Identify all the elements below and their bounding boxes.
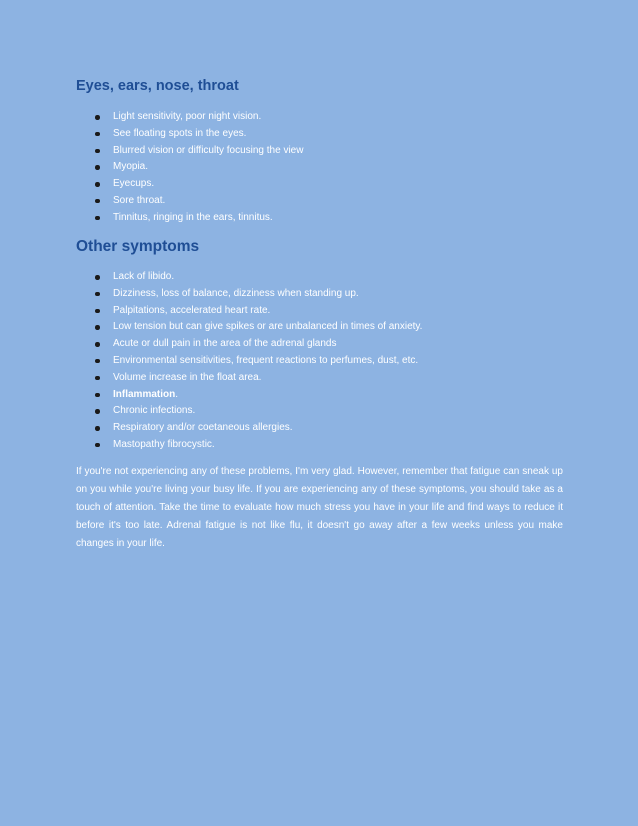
bullet-icon: [95, 132, 100, 137]
bullet-icon: [95, 275, 100, 280]
section-heading: Eyes, ears, nose, throat: [76, 78, 239, 94]
list-item: [95, 336, 565, 353]
closing-paragraph: If you're not experiencing any of these problems, I'm very glad. However, remember that fatigue can sneak up on you while you're living your busy life. If you are experiencing any of these symptoms, you should take as a touch of attention. Take the time to evaluate how much stress you have in your life and find ways to reduce it before it's too late. Adrenal fatigue is not like flu, it doesn't go away after a few weeks unless you make changes in your life.: [76, 466, 563, 549]
bullet-icon: [95, 199, 100, 204]
list-item: [95, 109, 565, 126]
list-item: [95, 193, 565, 210]
list-item: [95, 286, 565, 303]
list-item: [95, 126, 565, 143]
section-eyes-ears-nose-throat: [76, 77, 564, 95]
list-item: [95, 420, 565, 437]
list-item-text: Blurred vision or difficulty focusing the view: [113, 144, 304, 156]
bullet-icon: [95, 359, 100, 364]
other-symptoms-list: [95, 269, 565, 454]
bullet-icon: [95, 182, 100, 187]
bullet-icon: [95, 393, 100, 398]
list-item-text: Palpitations, accelerated heart rate.: [113, 304, 271, 316]
bullet-icon: [95, 149, 100, 154]
bullet-icon: [95, 409, 100, 414]
list-item-text: Chronic infections.: [113, 405, 196, 417]
bullet-icon: [95, 443, 100, 448]
list-item-text: Environmental sensitivities, frequent reactions to perfumes, dust, etc.: [113, 354, 419, 366]
bullet-icon: [95, 342, 100, 347]
list-item: [95, 210, 565, 227]
eyes-symptoms-list: [95, 109, 565, 227]
list-item-text: Light sensitivity, poor night vision.: [113, 111, 262, 122]
list-item-bold-text: Inflammation: [113, 388, 176, 400]
list-item: [95, 403, 565, 420]
bullet-icon: [95, 309, 100, 314]
list-item: [95, 353, 565, 370]
list-item: [95, 159, 565, 176]
list-item-text: Sore throat.: [113, 194, 166, 206]
list-item-text: Tinnitus, ringing in the ears, tinnitus.: [113, 211, 273, 223]
list-item-text: Low tension but can give spikes or are unbalanced in times of anxiety.: [113, 321, 423, 333]
list-item-text: Lack of libido.: [113, 271, 175, 282]
section-heading: Other symptoms: [76, 238, 200, 255]
list-item: [95, 319, 565, 336]
section-other-symptoms: [76, 237, 564, 256]
bullet-icon: [95, 115, 100, 120]
list-item-text: .: [175, 388, 179, 400]
list-item-text: Respiratory and/or coetaneous allergies.: [113, 422, 293, 434]
list-item-text: Volume increase in the float area.: [113, 371, 262, 383]
bullet-icon: [95, 165, 100, 170]
bullet-icon: [95, 325, 100, 330]
list-item-text: See floating spots in the eyes.: [113, 127, 247, 139]
list-item: [95, 370, 565, 387]
list-item: [95, 437, 565, 454]
list-item: [95, 176, 565, 193]
bullet-icon: [95, 292, 100, 297]
bullet-icon: [95, 426, 100, 431]
list-item-text: Eyecups.: [113, 178, 155, 190]
list-item-text: Mastopathy fibrocystic.: [113, 438, 215, 450]
list-item-text: Myopia.: [113, 161, 149, 173]
list-item: [95, 269, 565, 286]
bullet-icon: [95, 216, 100, 221]
list-item: [95, 143, 565, 160]
list-item-text: Dizziness, loss of balance, dizziness when standing up.: [113, 287, 359, 299]
list-item: [95, 303, 565, 320]
list-item-text: Acute or dull pain in the area of the adrenal glands: [113, 338, 337, 350]
bullet-icon: [95, 376, 100, 381]
list-item: [95, 387, 565, 404]
